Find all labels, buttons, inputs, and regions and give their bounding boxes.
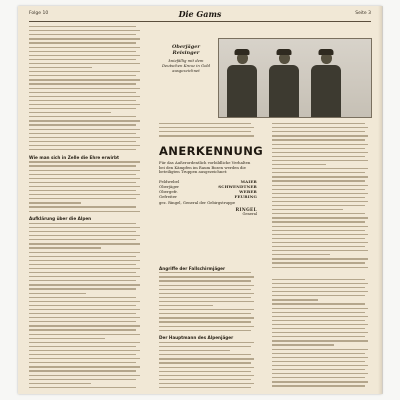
text-line [159,379,251,380]
newspaper-title: Die Gams [178,9,222,19]
text-line [272,139,365,140]
middle-section-heading-2: Der Hauptmann des Alpenjäger [159,335,234,340]
text-line [29,329,136,330]
text-line [29,313,136,314]
text-line [272,254,330,255]
text-line [29,145,140,146]
text-line [29,124,136,125]
text-line [29,366,140,367]
text-line [29,206,136,207]
article-column-right [272,123,371,388]
text-line [29,223,136,224]
soldier-figure-3 [311,52,341,117]
text-line [29,211,140,212]
text-line [29,243,140,244]
text-line [29,305,136,306]
text-line [272,316,368,317]
text-line [159,387,251,388]
text-line [29,116,136,117]
text-line [159,280,251,281]
text-line [29,293,86,294]
text-line [159,301,254,302]
text-line [159,276,254,277]
text-line [29,47,140,48]
text-line [272,279,365,280]
text-line [29,264,136,265]
article-column-middle-bottom [159,264,257,388]
text-line [272,148,365,149]
text-line [159,123,251,124]
text-line [272,373,368,374]
text-line [29,350,140,351]
text-line [272,217,368,218]
text-line [272,332,368,333]
text-line [159,371,251,372]
text-line [272,295,365,296]
text-line [272,123,365,124]
text-line [29,30,140,31]
text-line [272,328,365,329]
text-line [159,309,254,310]
recipient-rank: Feldwebel [159,178,180,184]
text-line [29,42,136,43]
text-line [29,268,140,269]
awards-title: ANERKENNUNG [159,144,264,158]
text-line [29,280,136,281]
text-line [29,338,105,339]
text-line [272,189,365,190]
text-line [29,235,140,236]
text-line [29,247,101,248]
text-line [272,308,368,309]
text-line [29,59,136,60]
text-line [272,131,365,132]
text-line [272,283,368,284]
text-line [159,297,251,298]
text-line [29,387,136,388]
text-line [272,291,368,292]
text-line [29,288,136,289]
text-line [272,258,368,259]
text-line [29,334,140,335]
text-line [29,104,140,105]
text-line [272,385,365,386]
text-line [29,149,136,150]
recipient-rank: Oberjäger [159,183,180,189]
left-section-heading-1: Wie man sich in Zelle die Ehre erwirbt [29,155,119,160]
text-line [29,252,140,253]
text-line [29,227,140,228]
text-line [159,317,254,318]
text-line [272,381,368,382]
text-line [29,26,136,27]
text-line [272,357,368,358]
text-line [29,55,140,56]
awards-recipient-list [159,179,257,199]
awards-recipient [159,194,257,199]
text-line [272,176,368,177]
text-line [29,38,140,39]
soldiers-photo [218,38,372,118]
awards-intro: Für das Außerordentlich vorbildliche Verhalten bei den Kämpfen im Raum Bozen werden die beteiligten Truppen ausgezeichnet: [159,160,251,175]
text-line [29,161,140,162]
text-line [272,312,365,313]
text-line [29,120,140,121]
text-line [272,193,368,194]
text-line [272,320,365,321]
text-line [159,135,254,136]
text-line [29,321,136,322]
middle-section-heading-1: Angriffe der Fallschirmjäger [159,266,226,271]
text-line [29,309,140,310]
text-line [272,369,365,370]
text-line [272,349,368,350]
text-line [159,131,251,132]
text-line [29,170,140,171]
awards-footer: gez. Ringel, General der Gebirgstruppe [159,199,236,205]
text-line [29,346,136,347]
soldier-figure-2 [269,52,299,117]
text-line [29,194,140,195]
text-line [29,342,140,343]
text-line [29,370,136,371]
text-line [159,375,254,376]
text-line [272,246,365,247]
text-line [272,377,365,378]
text-line [272,209,343,210]
text-line [159,354,251,355]
text-line [159,367,254,368]
text-line [159,383,254,384]
text-line [29,239,136,240]
text-line [272,197,365,198]
text-line [29,383,91,384]
text-line [272,238,365,239]
recipient-name: SCHWENDTNER [218,183,257,189]
text-line [272,226,368,227]
text-line [272,180,365,181]
text-line [272,168,368,169]
text-line [29,256,136,257]
text-line [29,165,136,166]
text-line [272,127,368,128]
left-section-heading-2: Aufklärung über die Alpen [29,216,92,221]
article-column-left [29,26,143,388]
text-line [272,336,365,337]
text-line [272,250,368,251]
text-line [29,362,136,363]
awards-box [159,144,264,217]
text-line [29,63,140,64]
text-line [159,293,254,294]
text-line [159,350,230,351]
text-line [272,365,368,366]
text-line [29,231,136,232]
text-line [29,186,140,187]
photo-caption [158,44,214,73]
recipient-name: WEBER [239,188,257,194]
photo-caption-title: Oberjäger Reisinger [171,44,201,56]
text-line [29,174,136,175]
text-line [159,362,251,363]
text-line [29,133,136,134]
text-line [159,358,254,359]
page-number: Seite 3 [355,11,371,16]
text-line [29,92,136,93]
recipient-rank: Obergefr. [159,188,178,194]
recipient-name: FEURING [234,193,257,199]
text-line [29,75,136,76]
article-column-middle-top [159,123,257,139]
text-line [272,340,368,341]
text-line [29,96,140,97]
text-line [272,164,326,165]
text-line [29,141,136,142]
text-line [159,330,251,331]
text-line [272,230,365,231]
text-line [29,34,136,35]
text-line [272,353,365,354]
text-line [272,242,368,243]
text-line [29,202,81,203]
text-line [29,51,136,52]
text-line [159,342,254,343]
text-line [29,79,140,80]
text-line [29,260,140,261]
text-line [159,326,254,327]
text-line [272,201,368,202]
issue-number: Folge 10 [29,11,49,16]
text-line [29,182,136,183]
text-line [29,272,136,273]
text-line [272,344,334,345]
recipient-name: MAIER [240,178,257,184]
page-header [29,9,371,20]
soldier-figure-1 [227,52,257,117]
page-edge-shadow [378,6,383,394]
text-line [29,129,140,130]
text-line [29,276,140,277]
text-line [272,221,365,222]
text-line [29,284,140,285]
text-line [159,127,254,128]
text-line [29,354,136,355]
text-line [29,198,136,199]
text-line [159,289,251,290]
text-line [29,375,140,376]
text-line [29,88,140,89]
text-line [29,301,140,302]
text-line [272,213,365,214]
text-line [272,262,365,263]
text-line [272,267,368,268]
recipient-rank: Gefreiter [159,193,177,199]
text-line [272,287,365,288]
text-line [29,100,136,101]
text-line [159,305,213,306]
text-line [29,108,136,109]
text-line [272,172,365,173]
text-line [29,297,136,298]
text-line [272,185,368,186]
text-line [272,234,368,235]
text-line [272,205,365,206]
text-line [29,67,92,68]
text-line [272,303,365,304]
text-line [272,156,365,157]
text-line [159,272,251,273]
text-line [159,321,251,322]
text-line [159,346,251,347]
text-line [272,144,368,145]
text-line [29,325,140,326]
text-line [272,160,368,161]
text-line [29,358,140,359]
text-line [272,152,368,153]
text-line [29,83,136,84]
magazine-page [18,6,382,394]
text-line [29,317,140,318]
text-line [272,299,318,300]
text-line [29,190,136,191]
text-line [272,361,365,362]
text-line [29,137,140,138]
text-line [29,379,136,380]
awards-signature-role: General [242,212,257,217]
header-rule [29,21,371,22]
text-line [29,112,111,113]
text-line [159,285,254,286]
text-line [272,135,368,136]
text-line [29,71,140,72]
photo-caption-text: kniefällig mit dem Deutschen Kreuz in Gold ausgezeichnet [161,58,211,73]
text-line [272,324,368,325]
text-line [29,178,140,179]
awards-signature: RINGEL [235,207,257,213]
text-line [159,313,251,314]
